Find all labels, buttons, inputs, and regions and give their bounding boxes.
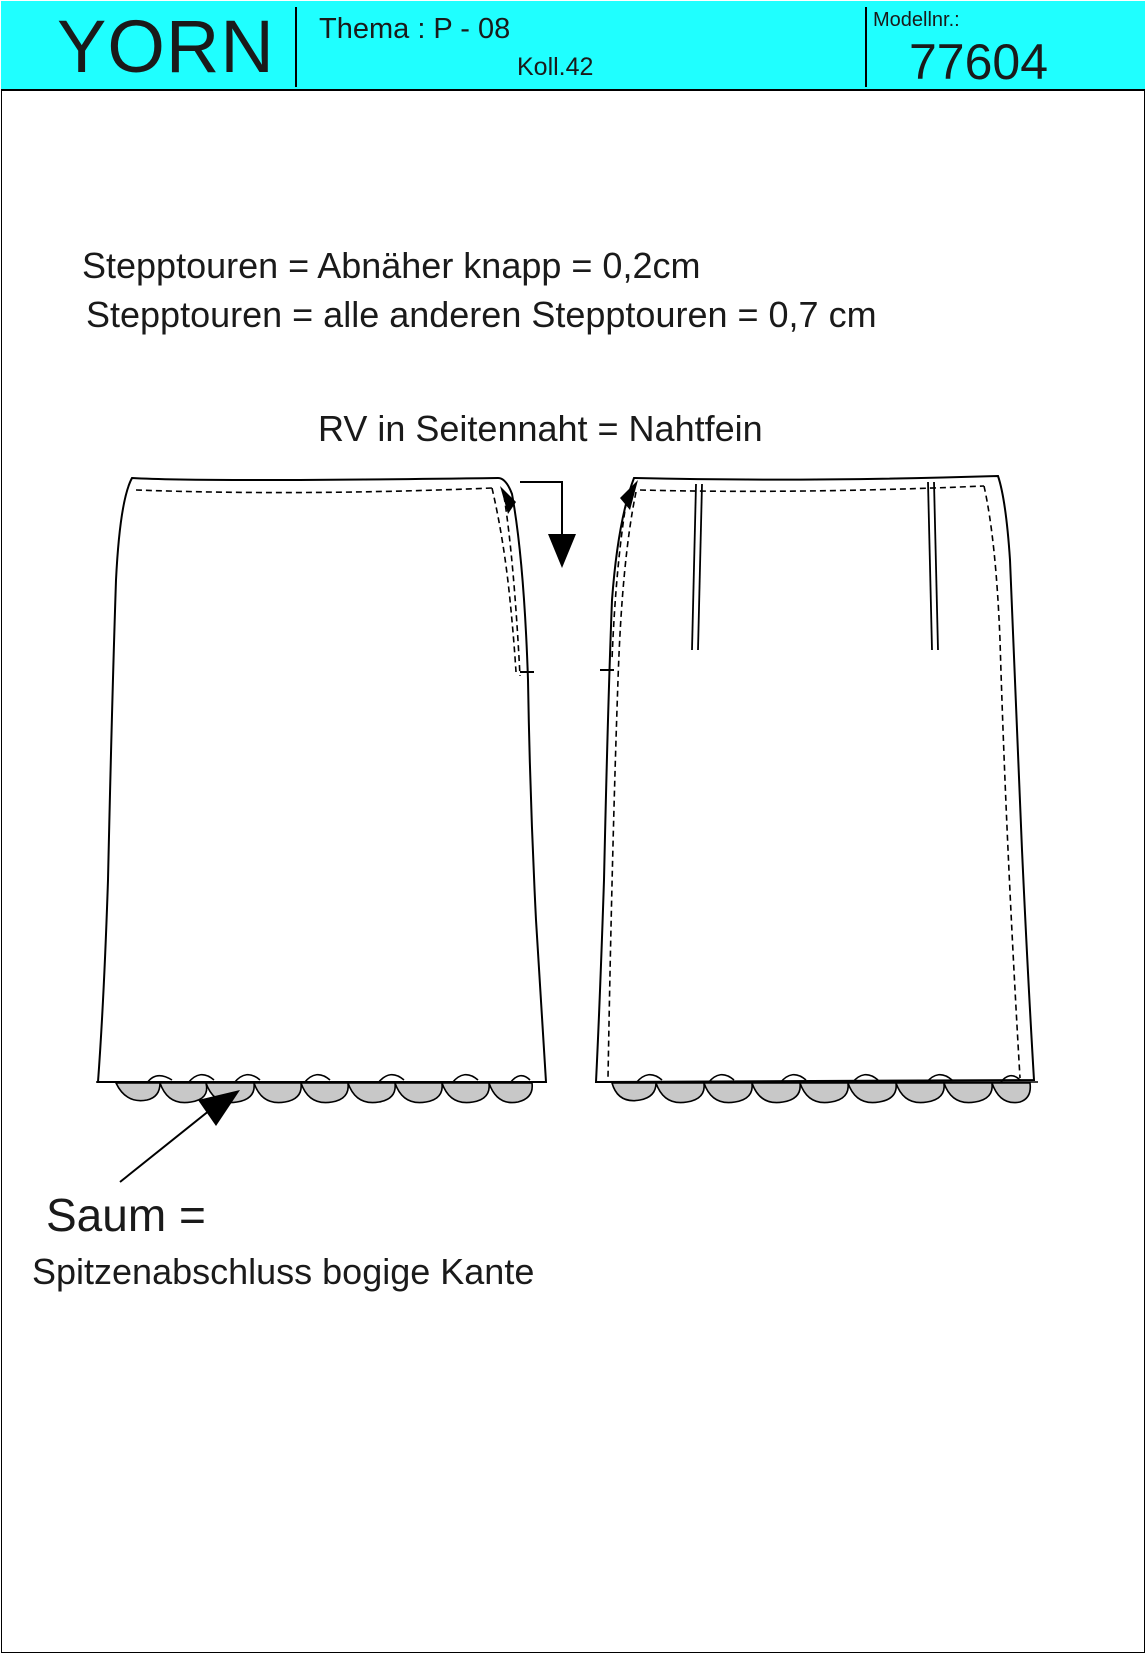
front-view <box>96 478 546 1103</box>
model-number: 77604 <box>909 34 1049 90</box>
zipper-note: RV in Seitennaht = Nahtfein <box>318 408 763 449</box>
zipper-pointer-arrow <box>520 482 576 568</box>
hem-lace <box>116 1075 532 1103</box>
hem-lace <box>612 1075 1030 1103</box>
hem-description: Spitzenabschluss bogige Kante <box>32 1251 535 1292</box>
stitch-dart-note: Stepptouren = Abnäher knapp = 0,2cm <box>82 245 701 286</box>
hem-pointer-arrow <box>120 1090 240 1182</box>
brand-name: YORN <box>57 5 275 88</box>
stitch-other-note: Stepptouren = alle anderen Stepptouren = 0,7 cm <box>86 294 877 335</box>
theme-label: Thema : P - 08 <box>319 13 511 45</box>
model-number-label: Modellnr.: <box>873 9 960 31</box>
collection-label: Koll.42 <box>517 53 594 81</box>
notch-marker <box>500 486 516 514</box>
back-view <box>596 476 1038 1103</box>
hem-label: Saum = <box>46 1189 206 1241</box>
